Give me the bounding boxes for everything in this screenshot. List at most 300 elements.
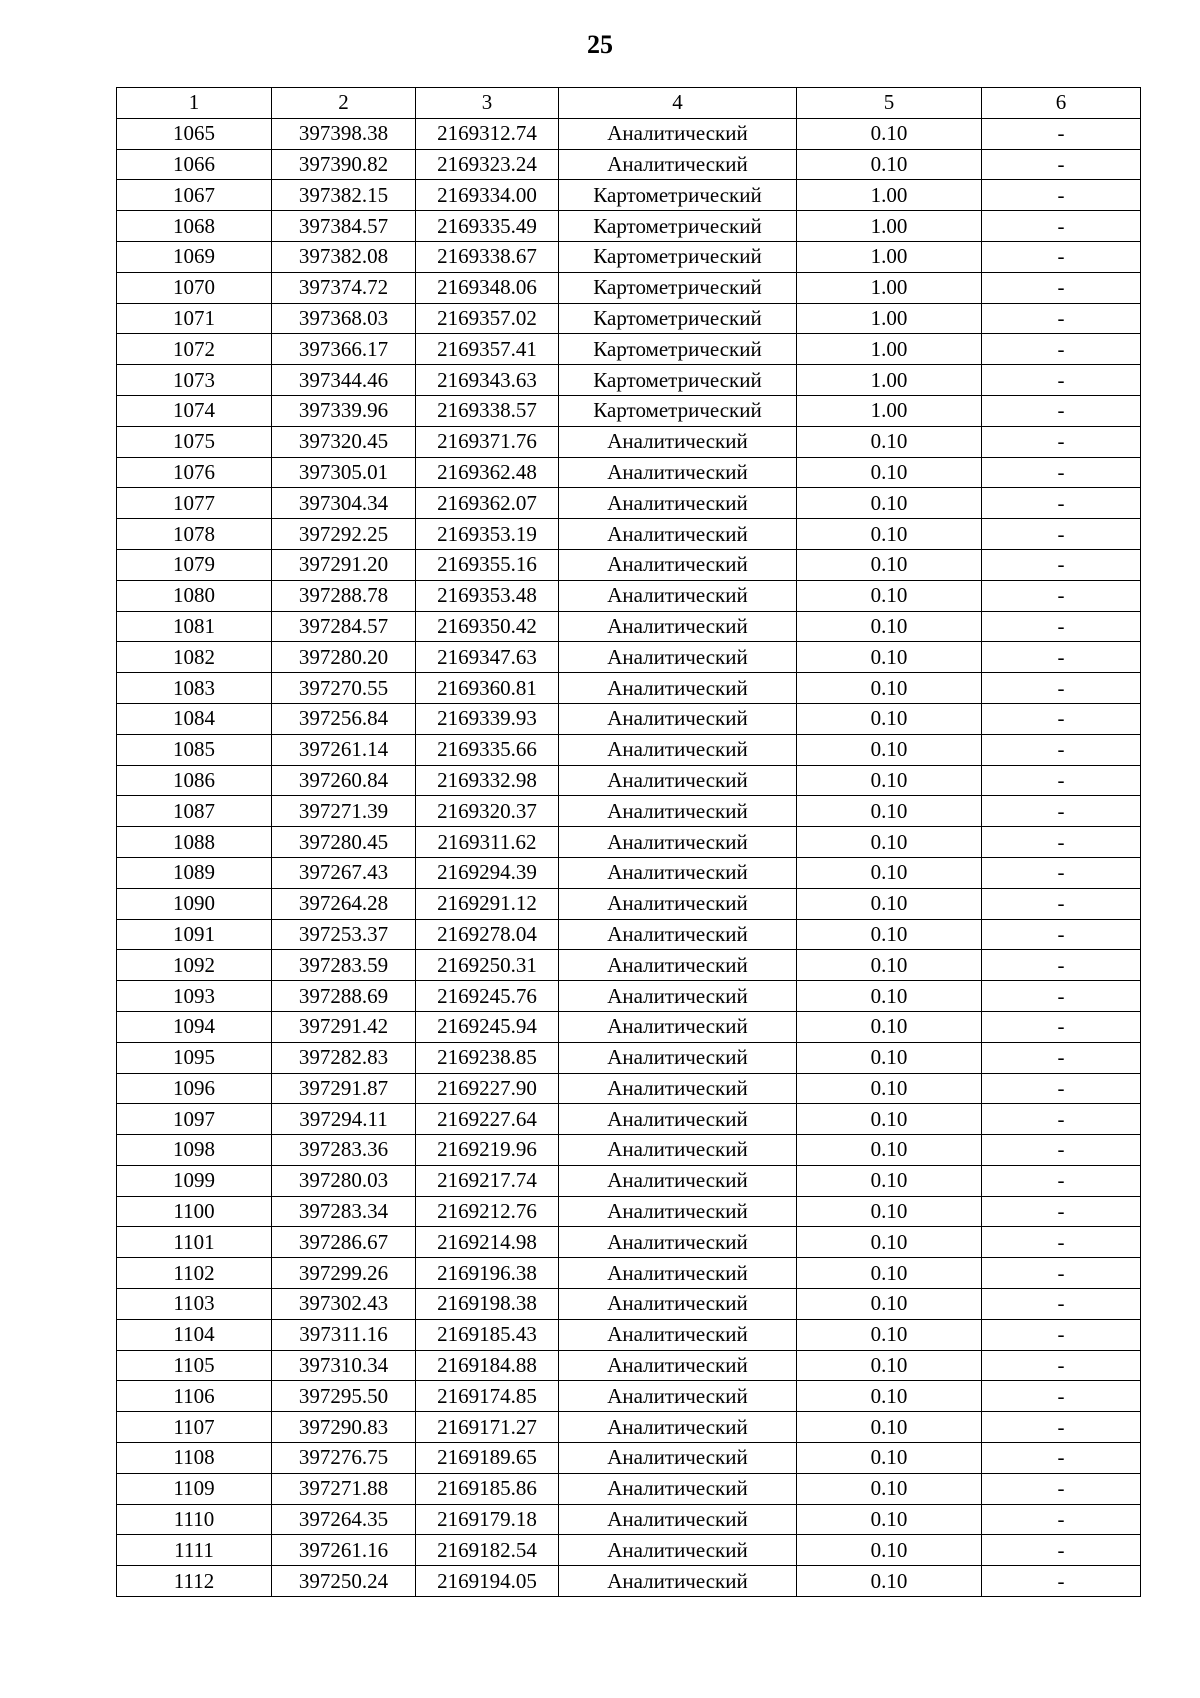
description-cell: - xyxy=(982,611,1141,642)
point-number-cell: 1082 xyxy=(117,642,272,673)
y-coordinate-cell: 2169174.85 xyxy=(416,1381,559,1412)
accuracy-cell: 0.10 xyxy=(797,1258,982,1289)
description-cell: - xyxy=(982,395,1141,426)
x-coordinate-cell: 397284.57 xyxy=(272,611,416,642)
y-coordinate-cell: 2169350.42 xyxy=(416,611,559,642)
accuracy-cell: 1.00 xyxy=(797,241,982,272)
x-coordinate-cell: 397267.43 xyxy=(272,857,416,888)
method-cell: Картометрический xyxy=(559,180,797,211)
method-cell: Аналитический xyxy=(559,1073,797,1104)
method-cell: Аналитический xyxy=(559,734,797,765)
description-cell: - xyxy=(982,180,1141,211)
x-coordinate-cell: 397288.78 xyxy=(272,580,416,611)
point-number-cell: 1105 xyxy=(117,1350,272,1381)
x-coordinate-cell: 397320.45 xyxy=(272,426,416,457)
point-number-cell: 1084 xyxy=(117,703,272,734)
table-row xyxy=(117,642,1141,673)
table-row xyxy=(117,1258,1141,1289)
x-coordinate-cell: 397276.75 xyxy=(272,1443,416,1474)
accuracy-cell: 0.10 xyxy=(797,1412,982,1443)
description-cell: - xyxy=(982,488,1141,519)
table-row xyxy=(117,580,1141,611)
table-row xyxy=(117,1289,1141,1320)
method-cell: Аналитический xyxy=(559,580,797,611)
y-coordinate-cell: 2169371.76 xyxy=(416,426,559,457)
description-cell: - xyxy=(982,796,1141,827)
description-cell: - xyxy=(982,1535,1141,1566)
x-coordinate-cell: 397270.55 xyxy=(272,673,416,704)
method-cell: Аналитический xyxy=(559,1135,797,1166)
table-row xyxy=(117,488,1141,519)
point-number-cell: 1083 xyxy=(117,673,272,704)
x-coordinate-cell: 397302.43 xyxy=(272,1289,416,1320)
point-number-cell: 1076 xyxy=(117,457,272,488)
method-cell: Аналитический xyxy=(559,981,797,1012)
accuracy-cell: 0.10 xyxy=(797,1165,982,1196)
y-coordinate-cell: 2169334.00 xyxy=(416,180,559,211)
accuracy-cell: 0.10 xyxy=(797,1381,982,1412)
table-row xyxy=(117,1196,1141,1227)
y-coordinate-cell: 2169238.85 xyxy=(416,1042,559,1073)
accuracy-cell: 0.10 xyxy=(797,488,982,519)
point-number-cell: 1099 xyxy=(117,1165,272,1196)
accuracy-cell: 0.10 xyxy=(797,1073,982,1104)
x-coordinate-cell: 397261.14 xyxy=(272,734,416,765)
x-coordinate-cell: 397290.83 xyxy=(272,1412,416,1443)
description-cell: - xyxy=(982,1566,1141,1597)
table-row xyxy=(117,365,1141,396)
y-coordinate-cell: 2169320.37 xyxy=(416,796,559,827)
y-coordinate-cell: 2169278.04 xyxy=(416,919,559,950)
method-cell: Картометрический xyxy=(559,211,797,242)
table-row xyxy=(117,303,1141,334)
table-row xyxy=(117,457,1141,488)
x-coordinate-cell: 397291.87 xyxy=(272,1073,416,1104)
table-row xyxy=(117,241,1141,272)
table-row xyxy=(117,1011,1141,1042)
accuracy-cell: 0.10 xyxy=(797,1289,982,1320)
description-cell: - xyxy=(982,334,1141,365)
table-row xyxy=(117,1073,1141,1104)
method-cell: Аналитический xyxy=(559,1443,797,1474)
description-cell: - xyxy=(982,1042,1141,1073)
table-header-row xyxy=(117,88,1141,119)
y-coordinate-cell: 2169227.64 xyxy=(416,1104,559,1135)
description-cell: - xyxy=(982,549,1141,580)
x-coordinate-cell: 397344.46 xyxy=(272,365,416,396)
description-cell: - xyxy=(982,365,1141,396)
y-coordinate-cell: 2169357.02 xyxy=(416,303,559,334)
description-cell: - xyxy=(982,1504,1141,1535)
table-row xyxy=(117,1042,1141,1073)
description-cell: - xyxy=(982,1196,1141,1227)
x-coordinate-cell: 397280.20 xyxy=(272,642,416,673)
method-cell: Аналитический xyxy=(559,673,797,704)
table-row xyxy=(117,981,1141,1012)
description-cell: - xyxy=(982,734,1141,765)
accuracy-cell: 0.10 xyxy=(797,827,982,858)
point-number-cell: 1095 xyxy=(117,1042,272,1073)
description-cell: - xyxy=(982,1011,1141,1042)
description-cell: - xyxy=(982,1073,1141,1104)
x-coordinate-cell: 397253.37 xyxy=(272,919,416,950)
x-coordinate-cell: 397368.03 xyxy=(272,303,416,334)
page-number: 25 xyxy=(587,30,613,59)
description-cell: - xyxy=(982,118,1141,149)
method-cell: Аналитический xyxy=(559,950,797,981)
accuracy-cell: 0.10 xyxy=(797,703,982,734)
y-coordinate-cell: 2169353.19 xyxy=(416,519,559,550)
y-coordinate-cell: 2169217.74 xyxy=(416,1165,559,1196)
y-coordinate-cell: 2169360.81 xyxy=(416,673,559,704)
header-cell: 6 xyxy=(982,88,1141,119)
description-cell: - xyxy=(982,241,1141,272)
y-coordinate-cell: 2169171.27 xyxy=(416,1412,559,1443)
y-coordinate-cell: 2169357.41 xyxy=(416,334,559,365)
description-cell: - xyxy=(982,303,1141,334)
x-coordinate-cell: 397271.88 xyxy=(272,1473,416,1504)
description-cell: - xyxy=(982,519,1141,550)
y-coordinate-cell: 2169362.07 xyxy=(416,488,559,519)
table-row xyxy=(117,519,1141,550)
method-cell: Аналитический xyxy=(559,642,797,673)
x-coordinate-cell: 397311.16 xyxy=(272,1319,416,1350)
x-coordinate-cell: 397382.08 xyxy=(272,241,416,272)
method-cell: Аналитический xyxy=(559,1350,797,1381)
accuracy-cell: 0.10 xyxy=(797,426,982,457)
method-cell: Аналитический xyxy=(559,1227,797,1258)
table-row xyxy=(117,1319,1141,1350)
y-coordinate-cell: 2169250.31 xyxy=(416,950,559,981)
header-cell: 4 xyxy=(559,88,797,119)
accuracy-cell: 0.10 xyxy=(797,1135,982,1166)
accuracy-cell: 0.10 xyxy=(797,1504,982,1535)
y-coordinate-cell: 2169184.88 xyxy=(416,1350,559,1381)
method-cell: Картометрический xyxy=(559,395,797,426)
method-cell: Аналитический xyxy=(559,796,797,827)
method-cell: Аналитический xyxy=(559,426,797,457)
table-row xyxy=(117,1504,1141,1535)
point-number-cell: 1098 xyxy=(117,1135,272,1166)
description-cell: - xyxy=(982,673,1141,704)
accuracy-cell: 1.00 xyxy=(797,180,982,211)
y-coordinate-cell: 2169338.57 xyxy=(416,395,559,426)
table-row xyxy=(117,950,1141,981)
method-cell: Аналитический xyxy=(559,1258,797,1289)
point-number-cell: 1075 xyxy=(117,426,272,457)
method-cell: Аналитический xyxy=(559,1289,797,1320)
table-row xyxy=(117,1381,1141,1412)
y-coordinate-cell: 2169185.86 xyxy=(416,1473,559,1504)
x-coordinate-cell: 397366.17 xyxy=(272,334,416,365)
method-cell: Аналитический xyxy=(559,827,797,858)
method-cell: Аналитический xyxy=(559,549,797,580)
description-cell: - xyxy=(982,426,1141,457)
table-row xyxy=(117,149,1141,180)
x-coordinate-cell: 397280.03 xyxy=(272,1165,416,1196)
x-coordinate-cell: 397264.35 xyxy=(272,1504,416,1535)
accuracy-cell: 0.10 xyxy=(797,1319,982,1350)
description-cell: - xyxy=(982,149,1141,180)
x-coordinate-cell: 397295.50 xyxy=(272,1381,416,1412)
y-coordinate-cell: 2169332.98 xyxy=(416,765,559,796)
x-coordinate-cell: 397382.15 xyxy=(272,180,416,211)
header-cell: 5 xyxy=(797,88,982,119)
table-row xyxy=(117,549,1141,580)
y-coordinate-cell: 2169312.74 xyxy=(416,118,559,149)
description-cell: - xyxy=(982,1258,1141,1289)
y-coordinate-cell: 2169335.66 xyxy=(416,734,559,765)
description-cell: - xyxy=(982,1227,1141,1258)
accuracy-cell: 0.10 xyxy=(797,1350,982,1381)
y-coordinate-cell: 2169348.06 xyxy=(416,272,559,303)
method-cell: Картометрический xyxy=(559,303,797,334)
table-row xyxy=(117,395,1141,426)
x-coordinate-cell: 397256.84 xyxy=(272,703,416,734)
point-number-cell: 1086 xyxy=(117,765,272,796)
method-cell: Аналитический xyxy=(559,1566,797,1597)
point-number-cell: 1111 xyxy=(117,1535,272,1566)
method-cell: Картометрический xyxy=(559,241,797,272)
accuracy-cell: 0.10 xyxy=(797,1227,982,1258)
method-cell: Аналитический xyxy=(559,1535,797,1566)
y-coordinate-cell: 2169245.76 xyxy=(416,981,559,1012)
method-cell: Аналитический xyxy=(559,149,797,180)
x-coordinate-cell: 397310.34 xyxy=(272,1350,416,1381)
accuracy-cell: 0.10 xyxy=(797,888,982,919)
description-cell: - xyxy=(982,1473,1141,1504)
accuracy-cell: 0.10 xyxy=(797,519,982,550)
description-cell: - xyxy=(982,888,1141,919)
x-coordinate-cell: 397292.25 xyxy=(272,519,416,550)
method-cell: Аналитический xyxy=(559,1504,797,1535)
x-coordinate-cell: 397291.20 xyxy=(272,549,416,580)
description-cell: - xyxy=(982,857,1141,888)
point-number-cell: 1085 xyxy=(117,734,272,765)
point-number-cell: 1109 xyxy=(117,1473,272,1504)
y-coordinate-cell: 2169294.39 xyxy=(416,857,559,888)
point-number-cell: 1097 xyxy=(117,1104,272,1135)
point-number-cell: 1101 xyxy=(117,1227,272,1258)
accuracy-cell: 0.10 xyxy=(797,950,982,981)
table-row xyxy=(117,334,1141,365)
table-row xyxy=(117,180,1141,211)
x-coordinate-cell: 397271.39 xyxy=(272,796,416,827)
method-cell: Аналитический xyxy=(559,1412,797,1443)
table-row xyxy=(117,673,1141,704)
y-coordinate-cell: 2169323.24 xyxy=(416,149,559,180)
point-number-cell: 1103 xyxy=(117,1289,272,1320)
point-number-cell: 1077 xyxy=(117,488,272,519)
x-coordinate-cell: 397374.72 xyxy=(272,272,416,303)
point-number-cell: 1074 xyxy=(117,395,272,426)
x-coordinate-cell: 397283.34 xyxy=(272,1196,416,1227)
description-cell: - xyxy=(982,457,1141,488)
y-coordinate-cell: 2169355.16 xyxy=(416,549,559,580)
accuracy-cell: 0.10 xyxy=(797,1443,982,1474)
accuracy-cell: 0.10 xyxy=(797,118,982,149)
table-row xyxy=(117,1165,1141,1196)
table-row xyxy=(117,857,1141,888)
description-cell: - xyxy=(982,1350,1141,1381)
y-coordinate-cell: 2169198.38 xyxy=(416,1289,559,1320)
point-number-cell: 1065 xyxy=(117,118,272,149)
method-cell: Аналитический xyxy=(559,1165,797,1196)
method-cell: Аналитический xyxy=(559,519,797,550)
point-number-cell: 1069 xyxy=(117,241,272,272)
table-row xyxy=(117,211,1141,242)
y-coordinate-cell: 2169185.43 xyxy=(416,1319,559,1350)
x-coordinate-cell: 397294.11 xyxy=(272,1104,416,1135)
x-coordinate-cell: 397283.59 xyxy=(272,950,416,981)
point-number-cell: 1102 xyxy=(117,1258,272,1289)
y-coordinate-cell: 2169339.93 xyxy=(416,703,559,734)
table-row xyxy=(117,1104,1141,1135)
x-coordinate-cell: 397384.57 xyxy=(272,211,416,242)
point-number-cell: 1073 xyxy=(117,365,272,396)
table-row xyxy=(117,734,1141,765)
x-coordinate-cell: 397339.96 xyxy=(272,395,416,426)
y-coordinate-cell: 2169194.05 xyxy=(416,1566,559,1597)
table-row xyxy=(117,796,1141,827)
method-cell: Аналитический xyxy=(559,1042,797,1073)
accuracy-cell: 0.10 xyxy=(797,1473,982,1504)
x-coordinate-cell: 397264.28 xyxy=(272,888,416,919)
accuracy-cell: 0.10 xyxy=(797,549,982,580)
point-number-cell: 1110 xyxy=(117,1504,272,1535)
accuracy-cell: 0.10 xyxy=(797,919,982,950)
x-coordinate-cell: 397280.45 xyxy=(272,827,416,858)
x-coordinate-cell: 397283.36 xyxy=(272,1135,416,1166)
x-coordinate-cell: 397390.82 xyxy=(272,149,416,180)
table-row xyxy=(117,1473,1141,1504)
x-coordinate-cell: 397288.69 xyxy=(272,981,416,1012)
x-coordinate-cell: 397260.84 xyxy=(272,765,416,796)
table-row xyxy=(117,118,1141,149)
point-number-cell: 1087 xyxy=(117,796,272,827)
table-row xyxy=(117,1350,1141,1381)
accuracy-cell: 0.10 xyxy=(797,1535,982,1566)
x-coordinate-cell: 397286.67 xyxy=(272,1227,416,1258)
accuracy-cell: 0.10 xyxy=(797,796,982,827)
description-cell: - xyxy=(982,765,1141,796)
y-coordinate-cell: 2169182.54 xyxy=(416,1535,559,1566)
description-cell: - xyxy=(982,1443,1141,1474)
method-cell: Аналитический xyxy=(559,457,797,488)
point-number-cell: 1072 xyxy=(117,334,272,365)
y-coordinate-cell: 2169347.63 xyxy=(416,642,559,673)
table-row xyxy=(117,1227,1141,1258)
description-cell: - xyxy=(982,1289,1141,1320)
description-cell: - xyxy=(982,580,1141,611)
table-row xyxy=(117,765,1141,796)
y-coordinate-cell: 2169311.62 xyxy=(416,827,559,858)
method-cell: Аналитический xyxy=(559,1473,797,1504)
y-coordinate-cell: 2169353.48 xyxy=(416,580,559,611)
method-cell: Аналитический xyxy=(559,888,797,919)
description-cell: - xyxy=(982,827,1141,858)
method-cell: Аналитический xyxy=(559,1319,797,1350)
point-number-cell: 1081 xyxy=(117,611,272,642)
method-cell: Аналитический xyxy=(559,1196,797,1227)
description-cell: - xyxy=(982,950,1141,981)
accuracy-cell: 0.10 xyxy=(797,981,982,1012)
description-cell: - xyxy=(982,703,1141,734)
point-number-cell: 1112 xyxy=(117,1566,272,1597)
point-number-cell: 1066 xyxy=(117,149,272,180)
y-coordinate-cell: 2169212.76 xyxy=(416,1196,559,1227)
table-row xyxy=(117,1412,1141,1443)
table-row xyxy=(117,703,1141,734)
accuracy-cell: 0.10 xyxy=(797,673,982,704)
accuracy-cell: 0.10 xyxy=(797,1042,982,1073)
method-cell: Картометрический xyxy=(559,334,797,365)
point-number-cell: 1079 xyxy=(117,549,272,580)
description-cell: - xyxy=(982,642,1141,673)
x-coordinate-cell: 397398.38 xyxy=(272,118,416,149)
x-coordinate-cell: 397291.42 xyxy=(272,1011,416,1042)
point-number-cell: 1106 xyxy=(117,1381,272,1412)
table-row xyxy=(117,272,1141,303)
accuracy-cell: 0.10 xyxy=(797,149,982,180)
method-cell: Аналитический xyxy=(559,488,797,519)
table-body xyxy=(117,88,1141,1597)
point-number-cell: 1071 xyxy=(117,303,272,334)
method-cell: Аналитический xyxy=(559,611,797,642)
point-number-cell: 1093 xyxy=(117,981,272,1012)
point-number-cell: 1089 xyxy=(117,857,272,888)
y-coordinate-cell: 2169245.94 xyxy=(416,1011,559,1042)
accuracy-cell: 0.10 xyxy=(797,457,982,488)
accuracy-cell: 0.10 xyxy=(797,642,982,673)
point-number-cell: 1108 xyxy=(117,1443,272,1474)
point-number-cell: 1070 xyxy=(117,272,272,303)
point-number-cell: 1091 xyxy=(117,919,272,950)
header-cell: 3 xyxy=(416,88,559,119)
y-coordinate-cell: 2169214.98 xyxy=(416,1227,559,1258)
description-cell: - xyxy=(982,919,1141,950)
x-coordinate-cell: 397250.24 xyxy=(272,1566,416,1597)
description-cell: - xyxy=(982,1165,1141,1196)
y-coordinate-cell: 2169335.49 xyxy=(416,211,559,242)
point-number-cell: 1092 xyxy=(117,950,272,981)
y-coordinate-cell: 2169338.67 xyxy=(416,241,559,272)
table-row xyxy=(117,1135,1141,1166)
accuracy-cell: 0.10 xyxy=(797,857,982,888)
method-cell: Картометрический xyxy=(559,365,797,396)
point-number-cell: 1068 xyxy=(117,211,272,242)
accuracy-cell: 0.10 xyxy=(797,1196,982,1227)
method-cell: Аналитический xyxy=(559,1011,797,1042)
accuracy-cell: 0.10 xyxy=(797,1011,982,1042)
table-row xyxy=(117,1535,1141,1566)
description-cell: - xyxy=(982,272,1141,303)
description-cell: - xyxy=(982,1412,1141,1443)
x-coordinate-cell: 397304.34 xyxy=(272,488,416,519)
accuracy-cell: 1.00 xyxy=(797,211,982,242)
y-coordinate-cell: 2169196.38 xyxy=(416,1258,559,1289)
accuracy-cell: 1.00 xyxy=(797,303,982,334)
accuracy-cell: 1.00 xyxy=(797,395,982,426)
point-number-cell: 1096 xyxy=(117,1073,272,1104)
x-coordinate-cell: 397299.26 xyxy=(272,1258,416,1289)
method-cell: Аналитический xyxy=(559,118,797,149)
point-number-cell: 1094 xyxy=(117,1011,272,1042)
table-row xyxy=(117,888,1141,919)
accuracy-cell: 0.10 xyxy=(797,1566,982,1597)
header-cell: 1 xyxy=(117,88,272,119)
x-coordinate-cell: 397261.16 xyxy=(272,1535,416,1566)
